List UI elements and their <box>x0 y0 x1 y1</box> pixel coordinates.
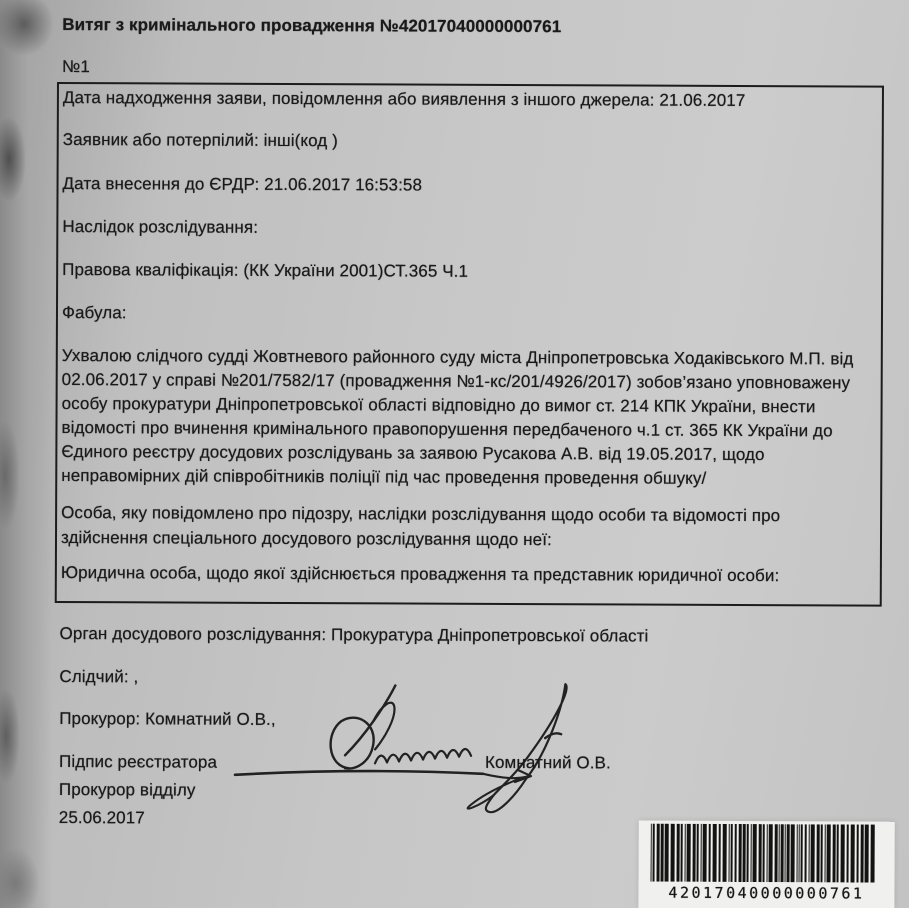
field-date-received: Дата надходження заяви, повідомлення або виявлення з іншого джерела: 21.06.2017 <box>62 88 746 110</box>
field-investigation-outcome: Наслідок розслідування: <box>62 217 259 237</box>
field-legal-entity-info: Юридична особа, щодо якої здійснюється провадження та представник юридичної особи: <box>60 563 780 586</box>
record-box <box>55 82 884 607</box>
field-applicant: Заявник або потерпілий: інші(код ) <box>62 130 338 151</box>
barcode-number: 42017040000000761 <box>668 883 865 903</box>
record-number: №1 <box>62 57 91 77</box>
registrar-signature-label: Підпис реєстратора <box>58 752 218 772</box>
field-fabula-label: Фабула: <box>61 303 127 323</box>
document-title: Витяг з кримінального провадження №42017040000000761 <box>62 15 562 37</box>
document-date: 25.06.2017 <box>58 808 145 828</box>
signature-name: Комнатний О.В. <box>484 752 611 773</box>
field-suspect-info: Особа, яку повідомлено про підозру, наслідки розслідування щодо особи та відомості про здійснення спеціального досудового розслідування щодо неї: <box>60 503 781 550</box>
investigation-body-line: Орган досудового розслідування: Прокуратура Дніпропетровської області <box>59 624 649 646</box>
field-legal-qualification: Правова кваліфікація: (КК України 2001)СТ.365 Ч.1 <box>62 260 469 281</box>
barcode-bars <box>651 824 883 883</box>
handwritten-signature <box>225 673 590 825</box>
field-fabula-text: Ухвалою слідчого судді Жовтневого районного суду міста Дніпропетровська Ходаківського М.П. від 02.06.2017 у справі №201/7582/17 (провадження №1-кс/201/4926/2017) зобов’язано уповноважену особу прокуратури Дніпропетровської області відповідно до вимог ст. 214 КПК України, внести відомості про вчинення кримінального правопорушення передбаченого ч.1 ст. 365 КК України до Єдиного реєстру досудових розслідувань за заявою Русакова А.В. від 19.05.2017, щодо неправомірних дій співробітників поліції під час проведення проведення обшуку/ <box>61 346 854 488</box>
prosecutor-line: Прокурор: Комнатний О.В., <box>59 709 276 729</box>
field-erdr-entry-date: Дата внесення до ЄРДР: 21.06.2017 16:53:58 <box>62 174 423 195</box>
investigator-line: Слідчий: , <box>59 667 139 687</box>
signer-position: Прокурор відділу <box>58 780 196 800</box>
barcode <box>638 821 894 908</box>
